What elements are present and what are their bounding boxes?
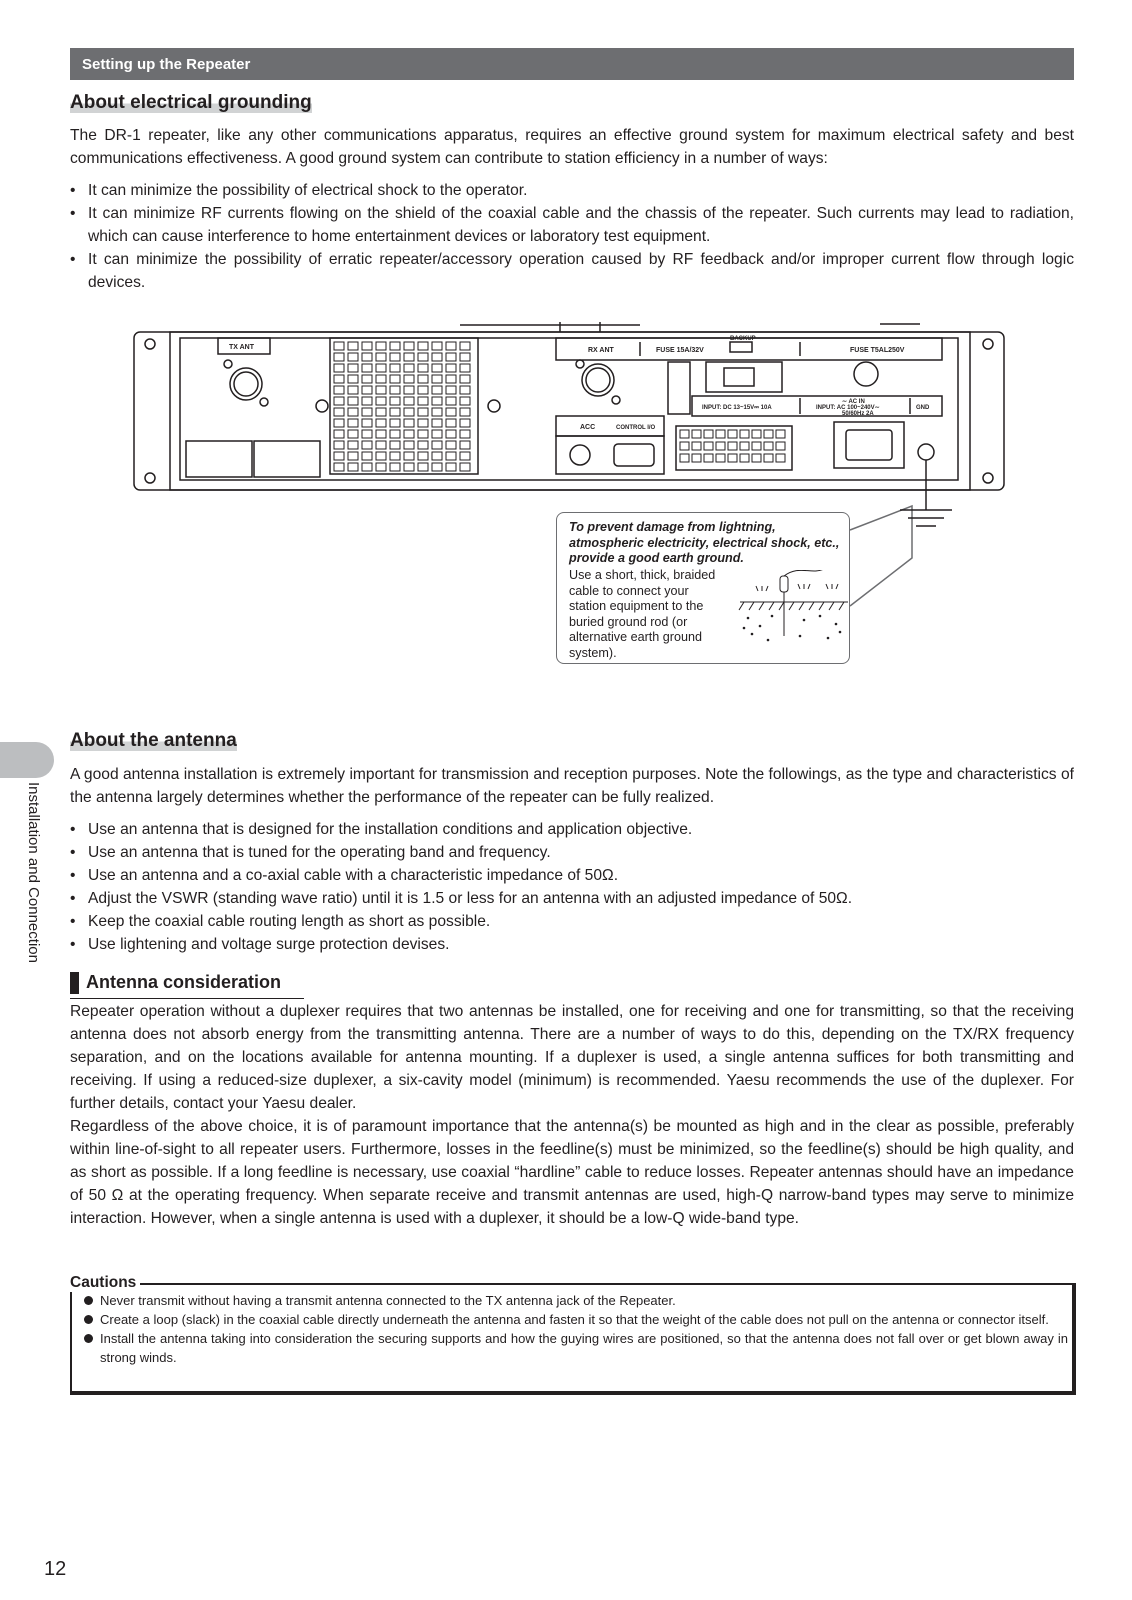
side-tab-label: Installation and Connection [25,782,42,963]
rx-ant-label: RX ANT [588,347,614,354]
grounding-heading: About electrical grounding [70,92,312,113]
list-item: • It can minimize RF currents flowing on the shield of the coaxial cable and the chassis of the repeater. Such currents may lead to radiation, which can cause interference to home entertainment devices or laboratory test equipment. [70,202,1074,248]
antenna-consideration-heading [70,970,304,999]
antenna-bullets [70,818,1074,956]
section-header: Setting up the Repeater [70,48,1074,80]
control-io-connector [614,444,654,466]
ac-in-label: ∼ AC IN [842,399,865,405]
tx-ant-jack [230,368,262,400]
list-item: Install the antenna taking into consideration the securing supports and how the guying wires are positioned, so that the antenna does not fall over or get blown away in strong winds. [78,1329,1068,1367]
page-number: 12 [44,1558,67,1580]
cautions-list [78,1291,1068,1367]
ac-inlet [834,422,904,468]
acc-connector [570,445,590,465]
callout-warning: To prevent damage from lightning, atmospheric electricity, electrical shock, etc., provide a good earth ground. [569,520,840,565]
list-item: • It can minimize the possibility of electrical shock to the operator. [70,179,1074,202]
list-item: • Keep the coaxial cable routing length as short as possible. [70,910,1074,933]
tx-ant-label: TX ANT [229,344,255,351]
input-ac-label: INPUT: AC 100~240V∼ [816,405,880,411]
heading-text: Antenna consideration [86,972,282,992]
grounding-intro: The DR-1 repeater, like any other communications apparatus, requires an effective ground system for maximum electrical safety and best communications effectiveness. A good ground system can contribute to station efficiency in a number of ways: [70,127,1074,167]
backup-label: BACKUP [730,336,756,342]
grounding-bullets [70,179,1074,294]
list-item: Create a loop (slack) in the coaxial cable directly underneath the antenna and fasten it so that the weight of the cable does not pull on the antenna or connector itself. [78,1310,1068,1329]
antenna-intro: A good antenna installation is extremely important for transmission and reception purposes. Note the followings, as the type and characteristics of the antenna largely determines whether the performance of the repeater can be fully realized. [70,766,1074,806]
consideration-para-1: Repeater operation without a duplexer requires that two antennas be installed, one for receiving and one for transmitting, so that the receiving antenna does not absorb energy from the transmitting antenna. There are a number of ways to do this, depending on the TX/RX frequency separation, and on the locations available for antenna mounting. If a duplexer is used, a single antenna suffices for both transmitting and receiving. If using a reduced-size duplexer, a six-cavity model (minimum) is recommended. Yaesu recommends the use of the duplexer. For further details, contact your Yaesu dealer. [70,1003,1074,1112]
ground-symbol-icon [900,510,952,526]
list-item: • Use an antenna that is tuned for the operating band and frequency. [70,841,1074,864]
ground-rod-icon [700,570,850,660]
list-item: • It can minimize the possibility of erratic repeater/accessory operation caused by RF feedback and/or improper current flow through logic devices. [70,248,1074,294]
fuse-holder [854,362,878,386]
dc-power-connector [668,362,690,414]
fuse-ac-label: FUSE T5AL250V [850,347,905,354]
list-item: • Use lightening and voltage surge protection devises. [70,933,1074,956]
cautions-title: Cautions [70,1274,140,1292]
list-item: Never transmit without having a transmit antenna connected to the TX antenna jack of the Repeater. [78,1291,1068,1310]
list-item: • Adjust the VSWR (standing wave ratio) until it is 1.5 or less for an antenna with an adjusted impedance of 50Ω. [70,887,1074,910]
acc-label: ACC [580,424,596,431]
cautions-box [70,1283,1076,1395]
side-tab [0,742,54,778]
gnd-terminal [918,444,934,460]
heading-marker [70,972,79,994]
freq-amp-label: 50/60Hz 2A [842,411,874,417]
antenna-heading: About the antenna [70,730,237,751]
gnd-label: GND [916,405,930,411]
consideration-para-2: Regardless of the above choice, it is of paramount importance that the antenna(s) be mounted as high and in the clear as possible, preferably within line-of-sight to all repeater users. Furthermore, losses in the feedline(s) must be minimized, so the feedline(s) should be high quality, and as short as possible. If a long feedline is necessary, use coaxial “hardline” cable to reduce losses. Repeater antennas should have an impedance of 50 Ω at the operating frequency. When separate receive and transmit antennas are used, high-Q narrow-band types may serve to minimize interaction. However, when a single antenna is used with a duplexer, it should be a low-Q wide-band type. [70,1118,1074,1227]
control-io-label: CONTROL I/O [616,425,656,431]
input-dc-label: INPUT: DC 13~15V⎓ 10A [702,405,772,411]
backup-connector [724,368,754,386]
rx-ant-jack [582,364,614,396]
list-item: • Use an antenna that is designed for the installation conditions and application objective. [70,818,1074,841]
list-item: • Use an antenna and a co-axial cable with a characteristic impedance of 50Ω. [70,864,1074,887]
fuse-dc-label: FUSE 15A/32V [656,347,704,354]
callout-instructions: Use a short, thick, braided cable to connect your station equipment to the buried ground rod (or alternative earth ground system). [569,568,716,660]
